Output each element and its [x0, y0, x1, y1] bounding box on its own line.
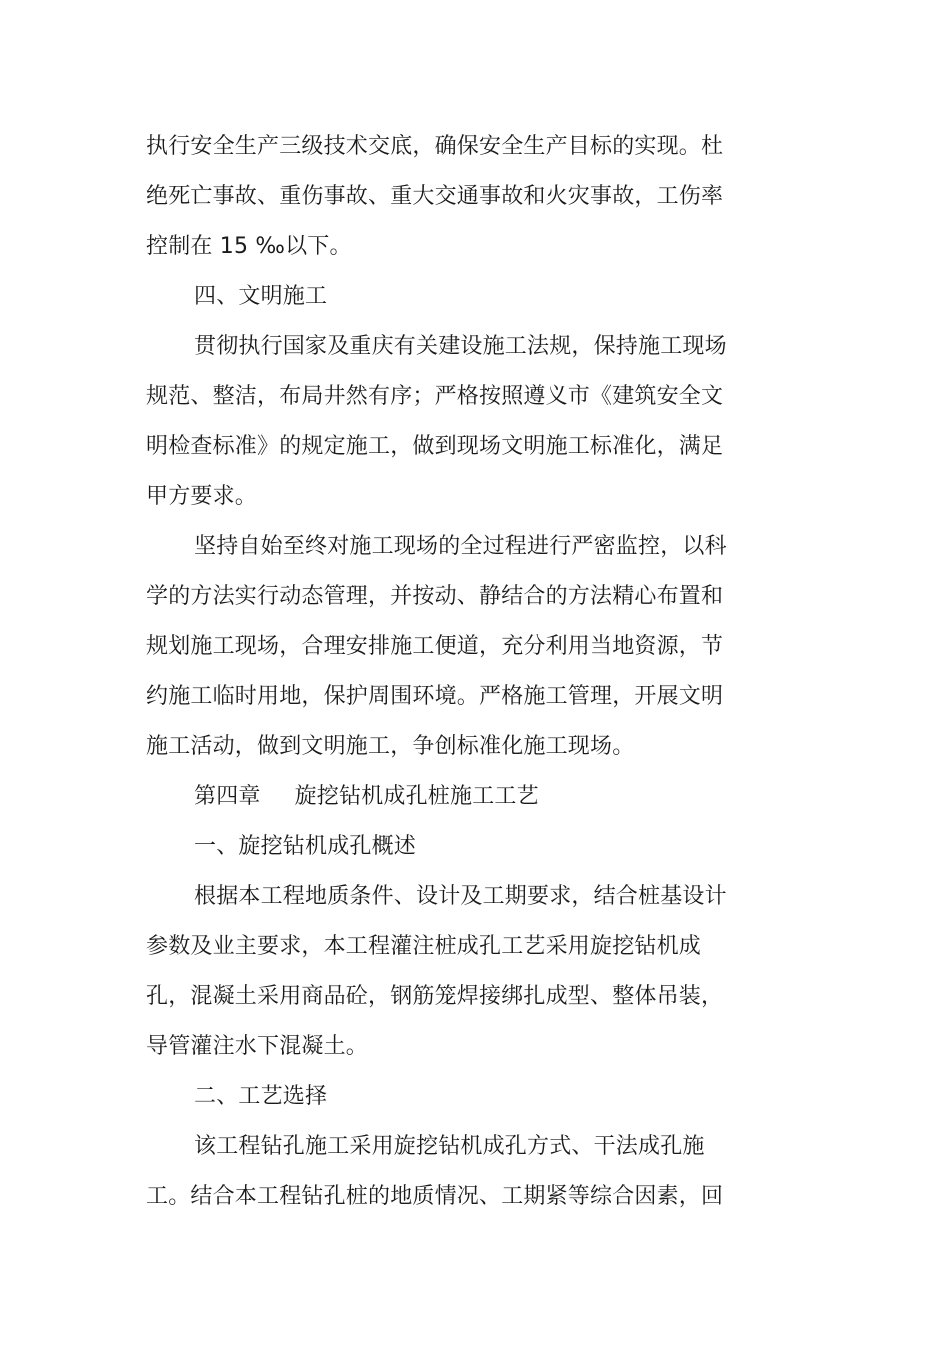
text-line: 绝死亡事故、重伤事故、重大交通事故和火灾事故，工伤率: [146, 184, 724, 209]
text-line: 坚持自始至终对施工现场的全过程进行严密监控，以科: [194, 534, 727, 559]
text-line: 明检查标准》的规定施工，做到现场文明施工标准化，满足: [146, 434, 724, 459]
section-heading: 二、工艺选择: [194, 1084, 328, 1109]
chapter-heading: [194, 782, 539, 812]
text-line: 施工活动，做到文明施工，争创标准化施工现场。: [146, 734, 635, 759]
text-line: 参数及业主要求，本工程灌注桩成孔工艺采用旋挖钻机成: [146, 934, 702, 959]
chapter-number: 第四章: [194, 784, 261, 809]
chapter-title: 旋挖钻机成孔桩施工工艺: [294, 784, 539, 809]
text-line: 规划施工现场，合理安排施工便道，充分利用当地资源，节: [146, 634, 724, 659]
text-line: 执行安全生产三级技术交底，确保安全生产目标的实现。杜: [146, 134, 724, 159]
text-line: 约施工临时用地，保护周围环境。严格施工管理，开展文明: [146, 684, 724, 709]
text-line: 学的方法实行动态管理，并按动、静结合的方法精心布置和: [146, 584, 724, 609]
text-line: 根据本工程地质条件、设计及工期要求，结合桩基设计: [194, 884, 727, 909]
text-line: 控制在 15 ‰以下。: [146, 234, 352, 259]
section-heading: 四、文明施工: [194, 284, 328, 309]
text-line: 规范、整洁，布局井然有序；严格按照遵义市《建筑安全文: [146, 384, 724, 409]
text-line: 该工程钻孔施工采用旋挖钻机成孔方式、干法成孔施: [194, 1134, 705, 1159]
text-line: 导管灌注水下混凝土。: [146, 1034, 369, 1059]
text-line: 贯彻执行国家及重庆有关建设施工法规，保持施工现场: [194, 334, 727, 359]
text-line: 甲方要求。: [146, 484, 258, 509]
text-line: 工。结合本工程钻孔桩的地质情况、工期紧等综合因素，回: [146, 1184, 724, 1209]
section-heading: 一、旋挖钻机成孔概述: [194, 834, 417, 859]
text-line: 孔，混凝土采用商品砼，钢筋笼焊接绑扎成型、整体吊装，: [146, 984, 724, 1009]
